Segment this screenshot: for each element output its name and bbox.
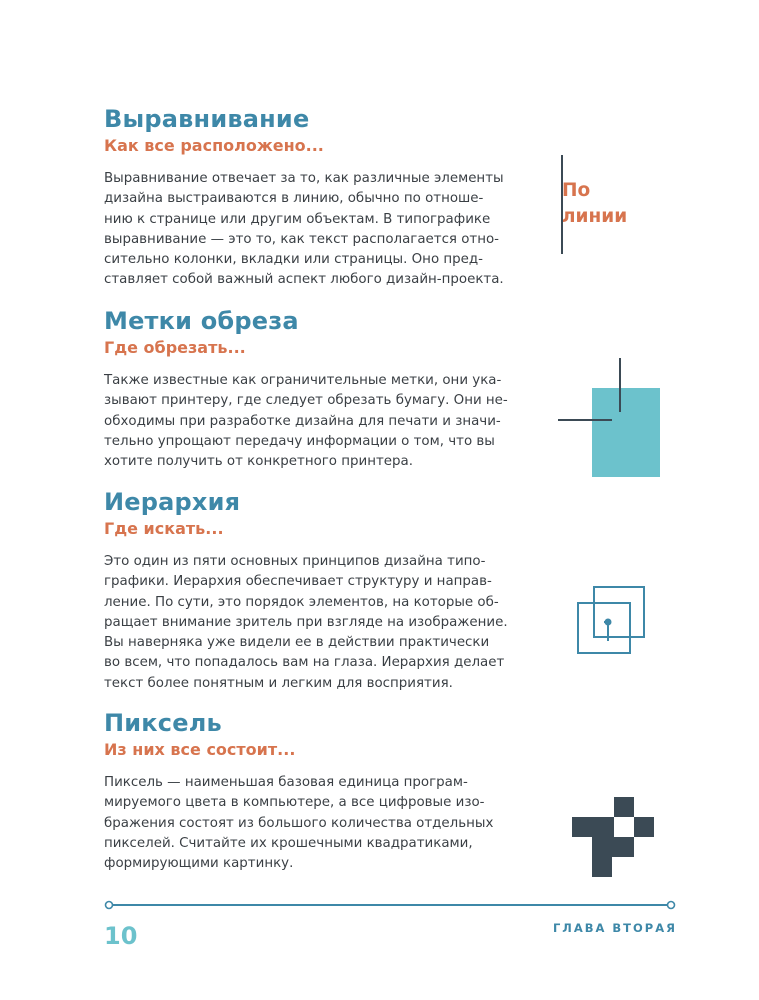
body-line: дизайна выстраиваются в линию, обычно по отноше- bbox=[104, 191, 484, 207]
body-line: формирующими картинку. bbox=[104, 856, 294, 872]
body-line: ление. По сути, это порядок элементов, на которые об- bbox=[104, 594, 499, 610]
alignment-sidebar-label bbox=[562, 178, 627, 230]
section-title: Иерархия bbox=[104, 488, 241, 516]
body-line: текст более понятным и легким для восприятия. bbox=[104, 675, 453, 691]
body-line: мируемого цвета в компьютере, а все цифровые изо- bbox=[104, 795, 485, 811]
section-title: Метки обреза bbox=[104, 307, 299, 335]
section-crop-marks bbox=[104, 306, 528, 472]
body-line: Вы наверняка уже видели ее в действии практически bbox=[104, 635, 490, 651]
body-line: зывают принтеру, где следует обрезать бумагу. Они не- bbox=[104, 393, 508, 409]
section-hierarchy bbox=[104, 487, 528, 694]
section-title: Пиксель bbox=[104, 709, 222, 737]
page-number: 10 bbox=[104, 922, 138, 950]
section-pixel bbox=[104, 708, 528, 874]
section-subtitle: Как все расположено... bbox=[104, 136, 324, 155]
section-subtitle: Где обрезать... bbox=[104, 338, 246, 357]
body-line: бражения состоят из большого количества отдельных bbox=[104, 815, 494, 831]
body-line: Также известные как ограничительные метки, они ука- bbox=[104, 373, 502, 388]
section-title: Выравнивание bbox=[104, 105, 310, 133]
body-line: Выравнивание отвечает за то, как различные элементы bbox=[104, 171, 504, 186]
body-line: нию к странице или другим объектам. В типографике bbox=[104, 211, 491, 227]
section-subtitle: Из них все состоит... bbox=[104, 740, 296, 759]
body-line: ставляет собой важный аспект любого дизайн-проекта. bbox=[104, 272, 504, 288]
section-body bbox=[104, 552, 528, 694]
sidebar-label-line: линии bbox=[562, 206, 628, 227]
body-line: сительно колонки, вкладки или страницы. Оно пред- bbox=[104, 252, 483, 268]
footer-divider bbox=[104, 898, 676, 912]
body-line: Это один из пяти основных принципов дизайна типо- bbox=[104, 554, 486, 569]
section-alignment bbox=[104, 104, 528, 291]
body-line: графики. Иерархия обеспечивает структуру и направ- bbox=[104, 574, 492, 590]
hierarchy-squares-icon bbox=[574, 583, 650, 659]
sidebar-label-line: По bbox=[562, 180, 591, 201]
chapter-label: ГЛАВА ВТОРАЯ bbox=[552, 921, 677, 935]
section-body bbox=[104, 169, 528, 291]
section-body bbox=[104, 371, 528, 472]
body-line: тельно упрощают передачу информации о том, что вы bbox=[104, 433, 495, 449]
pixel-shape-icon bbox=[572, 797, 656, 877]
body-line: выравнивание — это то, как текст располагается отно- bbox=[104, 231, 500, 247]
body-line: во всем, что попадалось вам на глаза. Иерархия делает bbox=[104, 655, 505, 671]
body-line: Пиксель — наименьшая базовая единица програм- bbox=[104, 775, 468, 790]
body-line: пикселей. Считайте их крошечными квадратиками, bbox=[104, 835, 473, 851]
crop-marks-icon bbox=[555, 355, 665, 480]
section-body bbox=[104, 773, 528, 874]
section-subtitle: Где искать... bbox=[104, 519, 224, 538]
body-line: хотите получить от конкретного принтера. bbox=[104, 454, 413, 470]
body-line: ращает внимание зритель при взгляде на изображение. bbox=[104, 614, 508, 630]
body-line: обходимы при разработке дизайна для печати и значи- bbox=[104, 413, 501, 429]
